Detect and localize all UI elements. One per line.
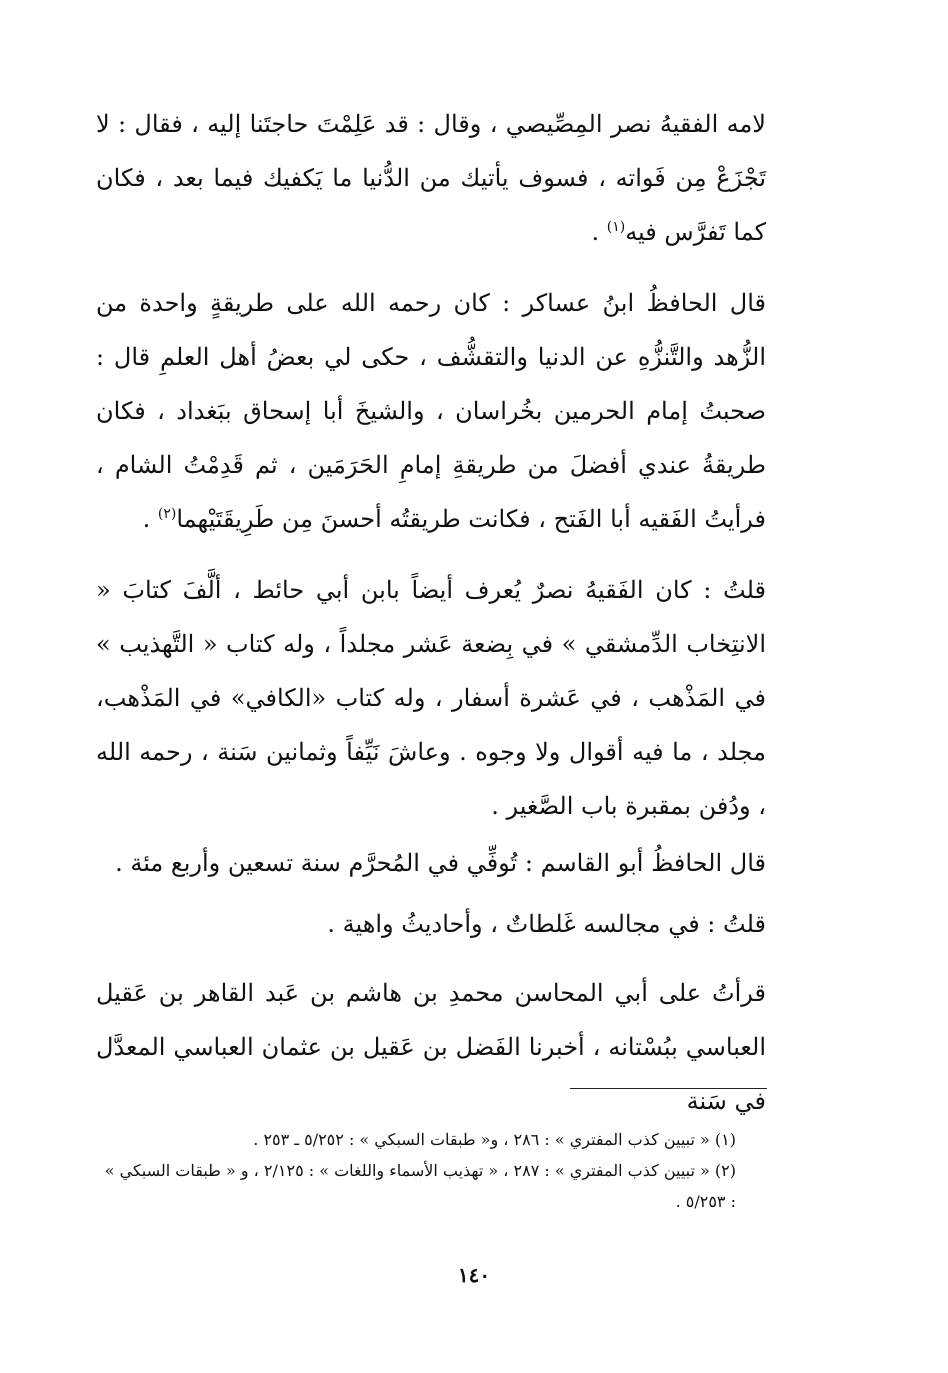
paragraph-5-text: قلتُ : في مجالسه غَلطاتٌ ، وأحاديثُ واهية . bbox=[327, 910, 766, 938]
page-number: ١٤٠ bbox=[457, 1263, 491, 1287]
paragraph-2-end: . bbox=[142, 505, 158, 533]
paragraph-1-text: لامه الفقيهُ نصر المِصِّيصي ، وقال : قد عَلِمْتَ حاجتَنا إليه ، فقال : لا تَجْزَعْ مِن فَواته ، فسوف يأتيك من الدُّنيا ما يَكفيك فيما بعد ، فكان كما تَفرَّس فيه bbox=[96, 110, 766, 246]
footnote-ref-2[interactable]: (٢) bbox=[157, 506, 177, 522]
footnote-ref-1[interactable]: (١) bbox=[606, 219, 626, 235]
paragraph-1-end: . bbox=[591, 218, 607, 246]
footnote-separator bbox=[570, 1088, 767, 1089]
paragraph-2 bbox=[96, 276, 766, 546]
paragraph-3-text: قلتُ : كان الفَقيهُ نصرٌ يُعرف أيضاً بابن أبي حائط ، ألَّفَ كتابَ « الانتِخاب الدِّمشقي » في بِضعة عَشر مجلداً ، وله كتاب « التَّهذيب » في المَذْهب ، في عَشرة أسفار ، وله كتاب «الكافي» في المَذْهب، مجلد ، ما فيه أقوال ولا وجوه . وعاشَ نَيِّفاً وثمانين سَنة ، رحمه الله ، ودُفن بمقبرة باب الصَّغير . bbox=[96, 576, 766, 820]
paragraph-1 bbox=[96, 97, 766, 259]
footnote-2: (٢) « تبيين كذب المفتري » : ٢٨٧ ، « تهذيب الأسماء واللغات » : ٢/١٢٥ ، و « طبقات السبكي » : ٥/٢٥٣ . bbox=[104, 1161, 736, 1211]
paragraph-6-text: قرأتُ على أبي المحاسن محمدِ بن هاشم بن عَبد القاهر بن عَقيل العباسي ببُسْتانه ، أخبرنا الفَضل بن عَقيل بن عثمان العباسي المعدَّل في سَنة bbox=[96, 979, 766, 1115]
paragraph-4-text: قال الحافظُ أبو القاسم : تُوفِّي في المُحرَّم سنة تسعين وأربع مئة . bbox=[115, 849, 766, 877]
paragraph-2-text: قال الحافظُ ابنُ عساكر : كان رحمه الله على طريقةٍ واحدة من الزُّهد والتَّنزُّهِ عن الدنيا والتقشُّف ، حكى لي بعضُ أهل العلمِ قال : صحبتُ إمام الحرمين بخُراسان ، والشيخَ أبا إسحاق ببَغداد ، فكان طريقةُ عندي أفضلَ من طريقةِ إمامِ الحَرَمَين ، ثم قَدِمْتُ الشام ، فرأيتُ الفَقيه أبا الفَتح ، فكانت طريقتُه أحسنَ مِن طَرِيقَتَيْهما bbox=[96, 289, 767, 533]
paragraph-3 bbox=[96, 563, 766, 833]
footnote-1: (١) « تبيين كذب المفتري » : ٢٨٦ ، و« طبقات السبكي » : ٥/٢٥٢ ـ ٢٥٣ . bbox=[253, 1130, 736, 1149]
footnotes bbox=[96, 1124, 736, 1217]
paragraph-6 bbox=[96, 966, 766, 1128]
paragraph-4 bbox=[96, 836, 766, 890]
paragraph-5 bbox=[96, 897, 766, 951]
